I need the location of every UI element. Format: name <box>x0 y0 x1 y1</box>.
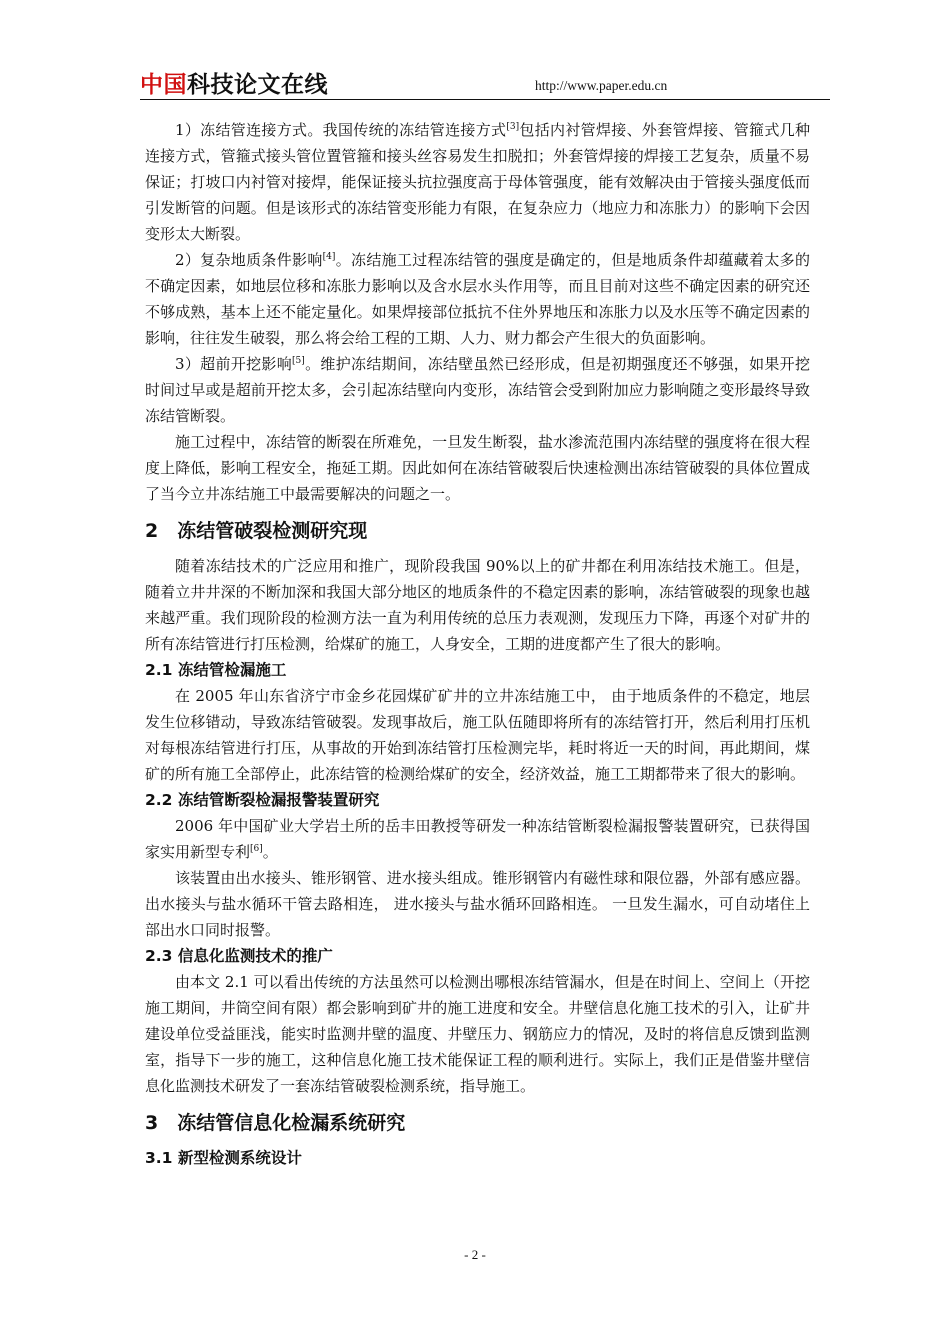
journal-logo[interactable] <box>140 66 328 99</box>
section-2-3-text: 由本文 2.1 可以看出传统的方法虽然可以检测出哪根冻结管漏水，但是在时间上、空间上（开挖施工期间，井筒空间有限）都会影响到矿井的施工进度和安全。井壁信息化施工技术的引入，让矿井建设单位受益匪浅，能实时监测井壁的温度、井壁压力、钢筋应力的情况，及时的将信息反馈到监测室，指导下一步的施工，这种信息化施工技术能保证工程的顺利进行。实际上，我们正是借鉴井壁信息化监测技术研发了一套冻结管破裂检测系统，指导施工。 <box>145 973 810 1095</box>
text-run: 包括内衬管焊接、外套管焊接、管箍式几种连接方式，管箍式接头管位置管箍和接头丝容易发生扣脱扣；外套管焊接的焊接工艺复杂，质量不易保证；打坡口内衬管对接焊，能保证接头抗拉强度高于母体管强度，能有效解决由于管接头强度低而引发断管的问题。但是该形式的冻结管变形能力有限，在复杂应力（地应力和冻胀力）的影响下会因变形太大断裂。 <box>145 121 810 243</box>
section-3-heading: 3 冻结管信息化检漏系统研究 <box>145 1112 406 1134</box>
section-2-2-text-1 <box>145 813 810 865</box>
header-rule <box>140 99 830 100</box>
paragraph-excavation <box>145 351 810 429</box>
text-run: 2）复杂地质条件影响 <box>175 251 323 269</box>
section-2-3-heading: 2.3 信息化监测技术的推广 <box>145 947 333 965</box>
text-run: 2006 年中国矿业大学岩土所的岳丰田教授等研发一种冻结管断裂检漏报警装置研究，已获得国家实用新型专利 <box>145 817 810 861</box>
section-2-2-text-2: 该装置由出水接头、锥形钢管、进水接头组成。锥形钢管内有磁性球和限位器，外部有感应器。出水接头与盐水循环干管去路相连， 进水接头与盐水循环回路相连。 一旦发生漏水，可自动堵住上部出水口同时报警。 <box>145 869 810 939</box>
page-number: - 2 - <box>464 1247 486 1262</box>
page-header <box>140 66 830 100</box>
logo-black-text: 科技论文在线 <box>187 72 328 98</box>
section-2-1-heading: 2.1 冻结管检漏施工 <box>145 661 287 679</box>
text-run: 。冻结施工过程冻结管的强度是确定的，但是地质条件却蕴藏着太多的不确定因素，如地层位移和冻胀力影响以及含水层水头作用等，而且目前对这些不确定因素的研究还不够成熟，基本上还不能定量化。如果焊接部位抵抗不住外界地压和冻胀力以及水压等不确定因素的影响，往往发生破裂，那么将会给工程的工期、人力、财力都会产生很大的负面影响。 <box>145 251 810 347</box>
citation-ref: [4] <box>322 252 336 262</box>
header-url[interactable]: http://www.paper.edu.cn <box>535 78 668 93</box>
logo-red-text: 中国 <box>140 72 187 98</box>
section-2-heading: 2 冻结管破裂检测研究现 <box>145 520 368 542</box>
paragraph-construction: 施工过程中，冻结管的断裂在所难免，一旦发生断裂，盐水渗流范围内冻结壁的强度将在很大程度上降低，影响工程安全，拖延工期。因此如何在冻结管破裂后快速检测出冻结管破裂的具体位置成了当今立井冻结施工中最需要解决的问题之一。 <box>145 433 810 503</box>
section-2-1-text: 在 2005 年山东省济宁市金乡花园煤矿矿井的立井冻结施工中， 由于地质条件的不稳定，地层发生位移错动，导致冻结管破裂。发现事故后，施工队伍随即将所有的冻结管打开，然后利用打压机对每根冻结管进行打压，从事故的开始到冻结管打压检测完毕，耗时将近一天的时间，再此期间，煤矿的所有施工全部停止，此冻结管的检测给煤矿的安全，经济效益，施工工期都带来了很大的影响。 <box>145 687 810 783</box>
paragraph-geology <box>145 247 810 351</box>
citation-ref: [6] <box>250 844 263 854</box>
section-3-1-heading: 3.1 新型检测系统设计 <box>145 1149 302 1167</box>
section-2-2-heading: 2.2 冻结管断裂检漏报警装置研究 <box>145 791 380 809</box>
citation-ref: [3] <box>506 122 520 132</box>
text-run: 。维护冻结期间，冻结壁虽然已经形成，但是初期强度还不够强，如果开挖时间过早或是超前开挖太多，会引起冻结壁向内变形，冻结管会受到附加应力影响随之变形最终导致冻结管断裂。 <box>145 355 810 425</box>
text-run: 。 <box>262 843 278 861</box>
paragraph-connection-method <box>145 117 810 247</box>
citation-ref: [5] <box>292 356 305 366</box>
text-run: 1）冻结管连接方式。我国传统的冻结管连接方式 <box>175 121 507 139</box>
page-body <box>145 117 810 1171</box>
section-2-intro: 随着冻结技术的广泛应用和推广，现阶段我国 90%以上的矿井都在利用冻结技术施工。但是，随着立井井深的不断加深和我国大部分地区的地质条件的不稳定因素的影响，冻结管破裂的现象也越来越严重。我们现阶段的检测方法一直为利用传统的总压力表观测，发现压力下降，再逐个对矿井的所有冻结管进行打压检测，给煤矿的施工，人身安全，工期的进度都产生了很大的影响。 <box>145 557 810 653</box>
text-run: 3）超前开挖影响 <box>175 355 293 373</box>
